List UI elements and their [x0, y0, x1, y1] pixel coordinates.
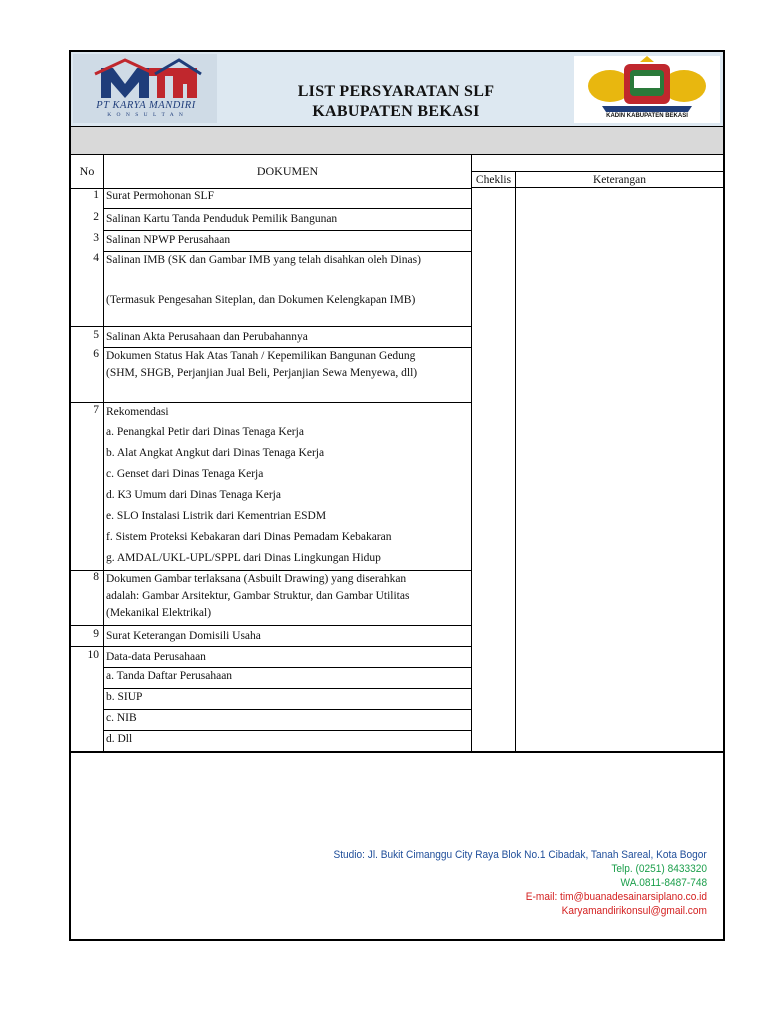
row-text-cont: (Mekanikal Elektrikal): [106, 607, 212, 619]
list-item: b. SIUP: [106, 691, 143, 703]
list-item: b. Alat Angkat Angkut dari Dinas Tenaga Kerja: [106, 447, 325, 459]
row-text: Salinan Akta Perusahaan dan Perubahannya: [106, 331, 308, 343]
row-number: 5: [93, 329, 99, 341]
row-number: 2: [93, 211, 99, 223]
list-item: f. Sistem Proteksi Kebakaran dari Dinas Pemadam Kebakaran: [106, 531, 392, 543]
list-item: a. Tanda Daftar Perusahaan: [106, 670, 233, 682]
table-row: [71, 209, 472, 230]
row-text: Salinan NPWP Perusahaan: [106, 234, 231, 246]
kadin-bekasi-emblem: [574, 56, 720, 123]
list-item: d. K3 Umum dari Dinas Tenaga Kerja: [106, 489, 281, 501]
list-item: c. NIB: [106, 712, 137, 724]
column-header-keterangan: Keterangan: [516, 172, 723, 188]
logo-company-sub: K O N S U L T A N: [107, 112, 185, 118]
row-number: 6: [93, 348, 99, 360]
title-line-1: LIST PERSYARATAN SLF: [297, 83, 495, 100]
list-item: a. Penangkal Petir dari Dinas Tenaga Kerja: [106, 426, 304, 438]
row-number: 8: [93, 571, 99, 583]
list-item: d. Dll: [106, 733, 133, 745]
page-title: [231, 82, 561, 122]
row-text-cont: adalah: Gambar Arsitektur, Gambar Struktur, dan Gambar Utilitas: [106, 590, 410, 602]
row-number: 1: [93, 189, 99, 201]
title-line-2: KABUPATEN BEKASI: [312, 103, 480, 120]
row-text: Rekomendasi: [106, 406, 169, 418]
list-item: g. AMDAL/UKL-UPL/SPPL dari Dinas Lingkungan Hidup: [106, 552, 381, 564]
table-row: [71, 327, 472, 347]
email-address: E-mail: tim@buanadesainarsiplano.co.id: [525, 891, 707, 903]
table-row: [71, 348, 472, 402]
row-number: 9: [93, 628, 99, 640]
table-row: [71, 571, 472, 625]
row-text: Surat Keterangan Domisili Usaha: [106, 630, 261, 642]
table-row: [71, 647, 472, 751]
row-note: (Termasuk Pengesahan Siteplan, dan Dokumen Kelengkapan IMB): [106, 294, 416, 306]
row-number: 3: [93, 232, 99, 244]
document-sheet: [69, 50, 725, 941]
column-header-top-cell: [472, 155, 723, 172]
list-item: c. Genset dari Dinas Tenaga Kerja: [106, 468, 264, 480]
row-text: Data-data Perusahaan: [106, 651, 206, 663]
emblem-caption: KADIN KABUPATEN BEKASI: [606, 113, 688, 119]
column-header-cheklis: Cheklis: [472, 172, 516, 188]
document-header: [71, 52, 723, 127]
row-text: Surat Permohonan SLF: [106, 190, 214, 202]
table-row: [71, 188, 472, 208]
table-row: [71, 252, 472, 326]
studio-address: Studio: Jl. Bukit Cimanggu City Raya Blok No.1 Cibadak, Tanah Sareal, Kota Bogor: [333, 849, 707, 861]
row-text: Salinan Kartu Tanda Penduduk Pemilik Bangunan: [106, 213, 338, 225]
logo-company-name: PT KARYA MANDIRI: [96, 100, 196, 111]
row-number: 10: [87, 649, 99, 661]
table-row: [71, 626, 472, 646]
row-text: Dokumen Gambar terlaksana (Asbuilt Drawing) yang diserahkan: [106, 573, 407, 585]
row-number: 4: [93, 252, 99, 264]
whatsapp-number: WA.0811-8487-748: [620, 877, 707, 889]
phone-number: Telp. (0251) 8433320: [611, 863, 707, 875]
gray-band: [71, 127, 723, 155]
row-number: 7: [93, 404, 99, 416]
email-address-2: Karyamandirikonsul@gmail.com: [561, 905, 707, 917]
table-row: [71, 231, 472, 251]
row-text-cont: (SHM, SHGB, Perjanjian Jual Beli, Perjanjian Sewa Menyewa, dll): [106, 367, 418, 379]
column-header-no: No: [71, 155, 104, 189]
row-text: Salinan IMB (SK dan Gambar IMB yang telah disahkan oleh Dinas): [106, 254, 421, 266]
row-text: Dokumen Status Hak Atas Tanah / Kepemilikan Bangunan Gedung: [106, 350, 416, 362]
column-header-dokumen: DOKUMEN: [104, 155, 472, 189]
table-row: [71, 403, 472, 571]
list-item: e. SLO Instalasi Listrik dari Kementrian ESDM: [106, 510, 327, 522]
karya-mandiri-logo: [73, 54, 217, 123]
